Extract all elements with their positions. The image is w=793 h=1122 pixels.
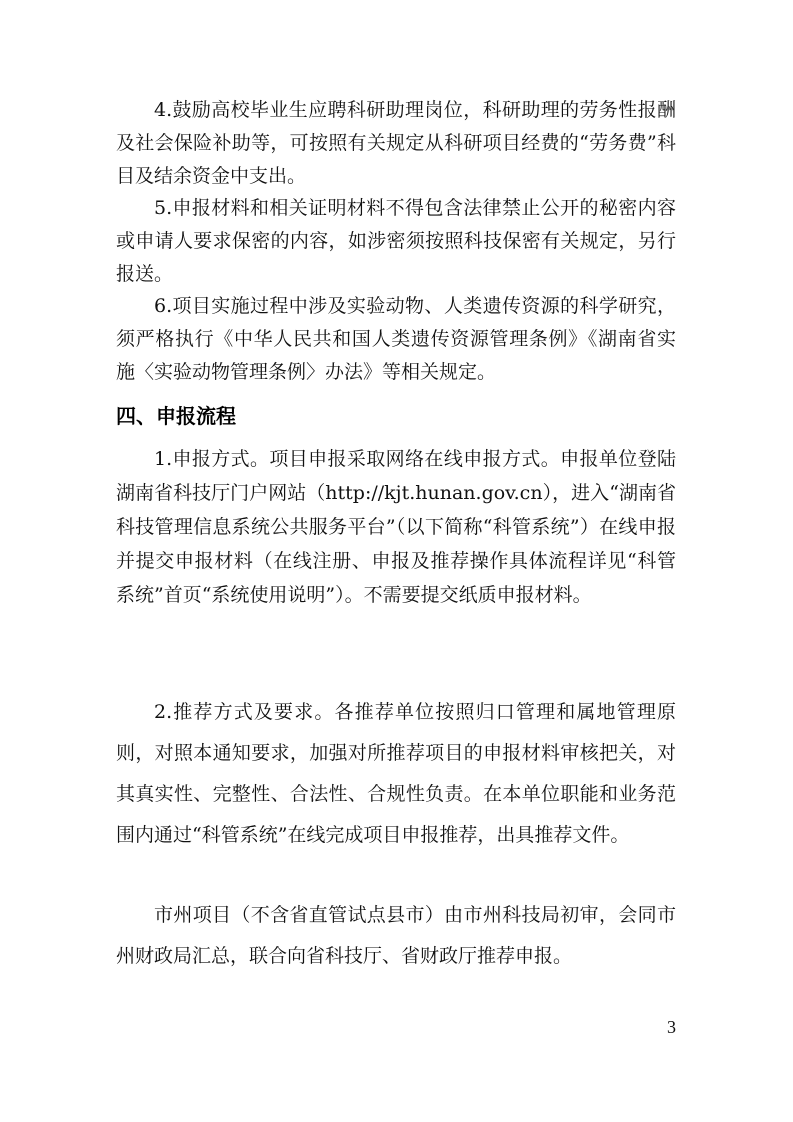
paragraph-submission-method: 1.申报方式。项目申报采取网络在线申报方式。申报单位登陆湖南省科技厅门户网站（http://kjt.hunan.gov.cn），进入“湖南省科技管理信息系统公共服务平台”（以下简称“科管系统”）在线申报并提交申报材料（在线注册、申报及推荐操作具体流程详见“科管系统”首页“系统使用说明”）。不需要提交纸质申报材料。: [116, 448, 676, 606]
paragraph-item-6: 6.项目实施过程中涉及实验动物、人类遗传资源的科学研究，须严格执行《中华人民共和国人类遗传资源管理条例》《湖南省实施〈实验动物管理条例〉办法》等相关规定。: [116, 295, 676, 383]
paragraph-city-projects: 市州项目（不含省直管试点县市）由市州科技局初审，会同市州财政局汇总，联合向省科技厅、省财政厅推荐申报。: [116, 904, 676, 967]
page-number: 3: [667, 1017, 676, 1037]
paragraph-item-5: 5.申报材料和相关证明材料不得包含法律禁止公开的秘密内容或申请人要求保密的内容，如涉密须按照科技保密有关规定，另行报送。: [116, 197, 676, 285]
section-heading: 四、申报流程: [116, 404, 236, 428]
paragraph-item-4: 4.鼓励高校毕业生应聘科研助理岗位，科研助理的劳务性报酬及社会保险补助等，可按照有关规定从科研项目经费的“劳务费”科目及结余资金中支出。: [116, 99, 676, 187]
paragraph-recommendation: 2.推荐方式及要求。各推荐单位按照归口管理和属地管理原则，对照本通知要求，加强对所推荐项目的申报材料审核把关，对其真实性、完整性、合法性、合规性负责。在本单位职能和业务范围内通过“科管系统”在线完成项目申报推荐，出具推荐文件。: [116, 701, 676, 846]
